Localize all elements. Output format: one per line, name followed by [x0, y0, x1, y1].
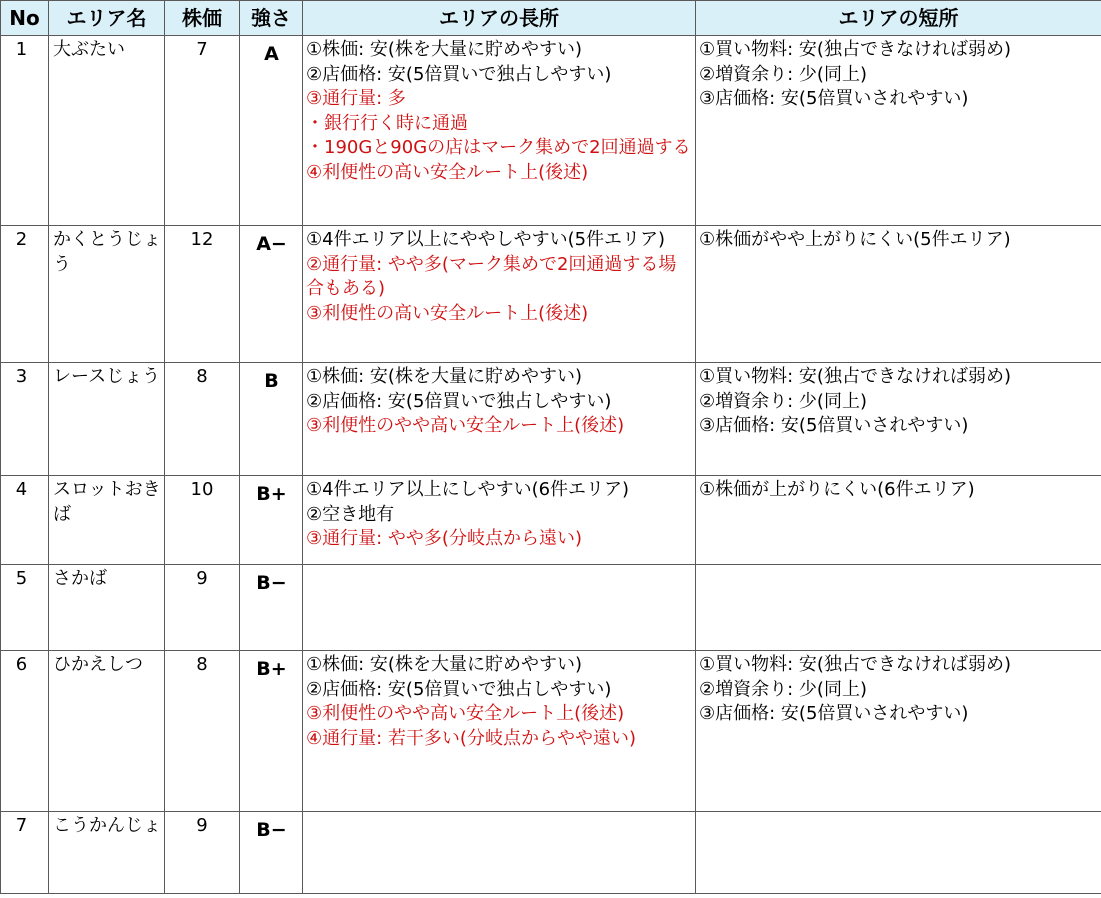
table-body	[1, 36, 1101, 894]
cell-no: 4	[1, 476, 49, 565]
cell-strength: B−	[240, 812, 303, 894]
advantage-item: ②店価格: 安(5倍買いで独占しやすい)	[306, 63, 612, 85]
cell-advantages	[303, 651, 696, 812]
table-row	[1, 812, 1101, 894]
disadvantage-item: ②増資余り: 少(同上)	[699, 678, 867, 700]
advantage-item: ①4件エリア以上にしやすい(6件エリア)	[306, 479, 630, 500]
advantage-item: ・銀行行く時に通過	[306, 112, 468, 134]
table-row	[1, 363, 1101, 476]
header-row	[1, 1, 1101, 36]
header-area-name: エリア名	[49, 1, 165, 36]
cell-strength: A	[240, 36, 303, 226]
cell-advantages	[303, 565, 696, 651]
cell-no: 2	[1, 226, 49, 363]
advantage-item: ①4件エリア以上にややしやすい(5件エリア)	[306, 229, 666, 250]
advantage-item: ①株価: 安(株を大量に貯めやすい)	[306, 366, 582, 387]
disadvantage-item: ③店価格: 安(5倍買いされやすい)	[699, 703, 969, 724]
cell-no: 7	[1, 812, 49, 894]
cell-disadvantages	[696, 812, 1101, 894]
advantage-item: ④通行量: 若干多い(分岐点からやや遠い)	[306, 727, 636, 749]
advantage-item: ②通行量: やや多(マーク集めで2回通過する場合もある)	[306, 253, 677, 299]
cell-strength: B+	[240, 476, 303, 565]
cell-stock-price: 7	[165, 36, 240, 226]
cell-advantages	[303, 363, 696, 476]
cell-no: 5	[1, 565, 49, 651]
disadvantage-item: ②増資余り: 少(同上)	[699, 390, 867, 412]
cell-disadvantages	[696, 651, 1101, 812]
cell-disadvantages	[696, 226, 1101, 363]
header-advantages: エリアの長所	[303, 1, 696, 36]
cell-no: 3	[1, 363, 49, 476]
cell-stock-price: 8	[165, 363, 240, 476]
advantage-item: ①株価: 安(株を大量に貯めやすい)	[306, 39, 582, 60]
cell-strength: B+	[240, 651, 303, 812]
table-row	[1, 36, 1101, 226]
disadvantage-item: ①株価がやや上がりにくい(5件エリア)	[699, 229, 1011, 250]
disadvantage-item: ①買い物料: 安(独占できなければ弱め)	[699, 39, 1011, 60]
cell-area-name: ひかえしつ	[49, 651, 165, 812]
advantage-item: ②空き地有	[306, 503, 395, 525]
cell-disadvantages	[696, 476, 1101, 565]
disadvantage-item: ①買い物料: 安(独占できなければ弱め)	[699, 366, 1011, 387]
cell-advantages	[303, 226, 696, 363]
advantage-item: ②店価格: 安(5倍買いで独占しやすい)	[306, 678, 612, 700]
table-row	[1, 651, 1101, 812]
cell-no: 1	[1, 36, 49, 226]
cell-stock-price: 9	[165, 812, 240, 894]
advantage-item: ③利便性のやや高い安全ルート上(後述)	[306, 703, 625, 724]
advantage-item: ③利便性のやや高い安全ルート上(後述)	[306, 415, 625, 436]
header-strength: 強さ	[240, 1, 303, 36]
table-row	[1, 565, 1101, 651]
cell-strength: A−	[240, 226, 303, 363]
cell-disadvantages	[696, 36, 1101, 226]
disadvantage-item: ③店価格: 安(5倍買いされやすい)	[699, 88, 969, 109]
cell-stock-price: 12	[165, 226, 240, 363]
advantage-item: ・190Gと90Gの店はマーク集めで2回通過する	[306, 137, 691, 158]
cell-disadvantages	[696, 363, 1101, 476]
table-row	[1, 226, 1101, 363]
cell-area-name: レースじょう	[49, 363, 165, 476]
cell-stock-price: 10	[165, 476, 240, 565]
cell-strength: B−	[240, 565, 303, 651]
cell-advantages	[303, 476, 696, 565]
advantage-item: ②店価格: 安(5倍買いで独占しやすい)	[306, 390, 612, 412]
cell-stock-price: 8	[165, 651, 240, 812]
cell-advantages	[303, 36, 696, 226]
cell-area-name: 大ぶたい	[49, 36, 165, 226]
advantage-item: ①株価: 安(株を大量に貯めやすい)	[306, 654, 582, 675]
header-disadvantages: エリアの短所	[696, 1, 1101, 36]
cell-strength: B	[240, 363, 303, 476]
header-no: No	[1, 1, 49, 36]
cell-area-name: スロットおきば	[49, 476, 165, 565]
advantage-item: ④利便性の高い安全ルート上(後述)	[306, 161, 589, 183]
cell-area-name: かくとうじょう	[49, 226, 165, 363]
cell-disadvantages	[696, 565, 1101, 651]
cell-no: 6	[1, 651, 49, 812]
table-header	[1, 1, 1101, 36]
advantage-item: ③通行量: 多	[306, 88, 406, 109]
table-row	[1, 476, 1101, 565]
advantage-item: ③利便性の高い安全ルート上(後述)	[306, 302, 589, 324]
disadvantage-item: ①買い物料: 安(独占できなければ弱め)	[699, 654, 1011, 675]
disadvantage-item: ③店価格: 安(5倍買いされやすい)	[699, 415, 969, 436]
header-stock-price: 株価	[165, 1, 240, 36]
cell-advantages	[303, 812, 696, 894]
disadvantage-item: ①株価が上がりにくい(6件エリア)	[699, 479, 975, 500]
cell-stock-price: 9	[165, 565, 240, 651]
cell-area-name: さかば	[49, 565, 165, 651]
cell-area-name: こうかんじょ	[49, 812, 165, 894]
advantage-item: ③通行量: やや多(分岐点から遠い)	[306, 528, 582, 549]
disadvantage-item: ②増資余り: 少(同上)	[699, 63, 867, 85]
